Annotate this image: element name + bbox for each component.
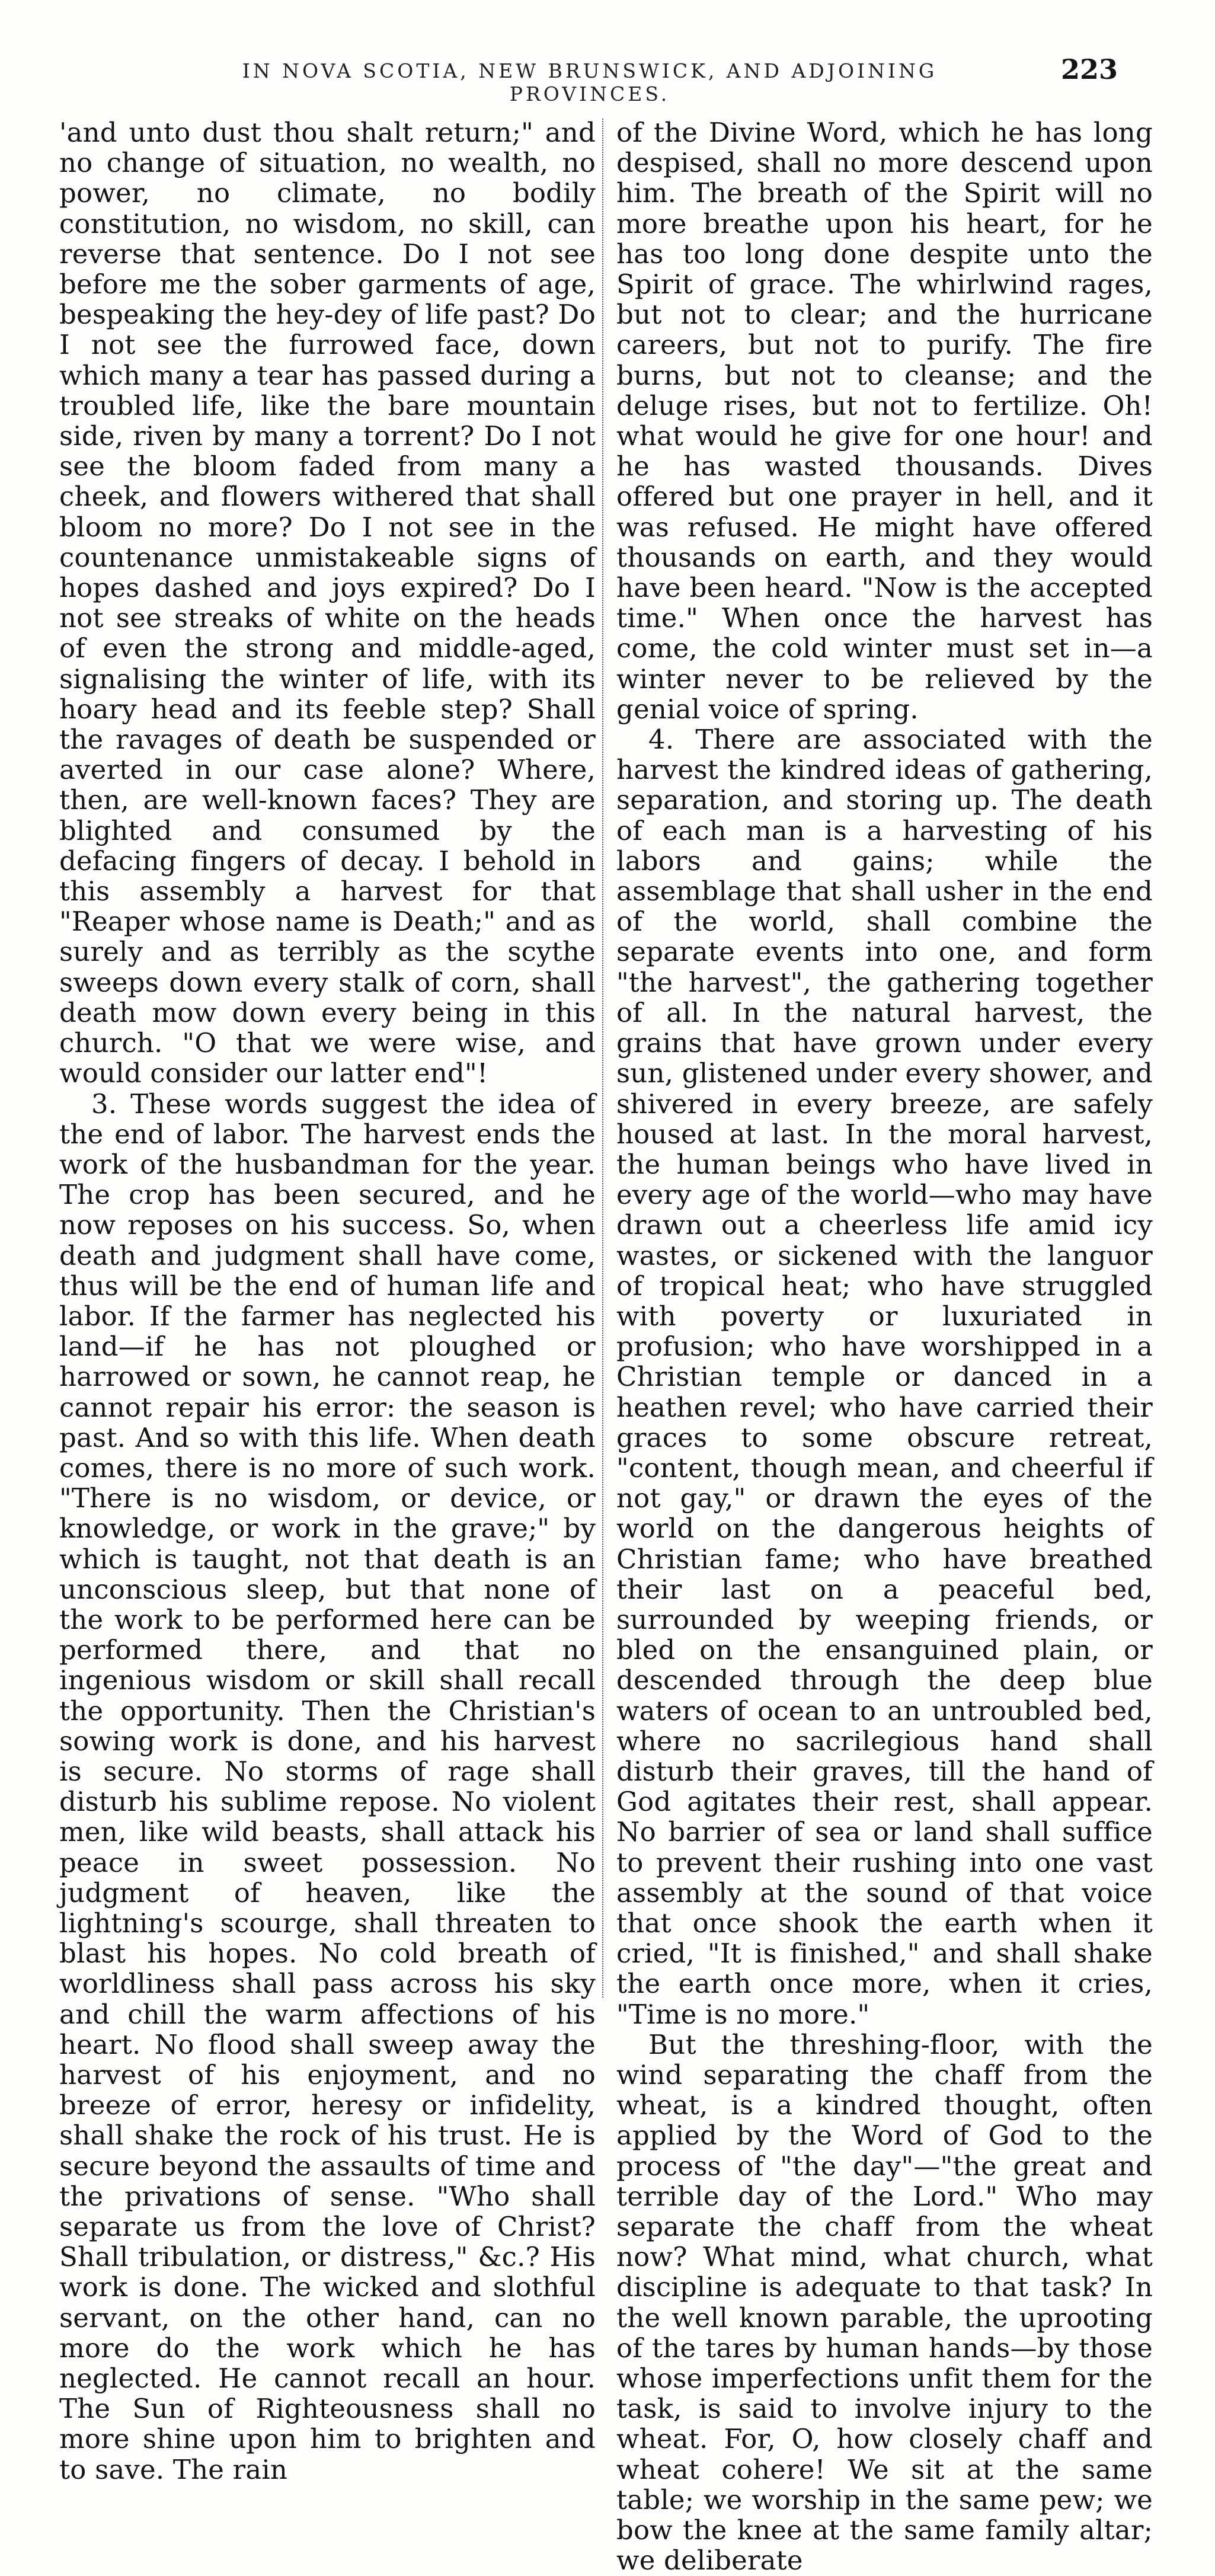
column-divider — [602, 119, 603, 1997]
right-paragraph-3: But the threshing-floor, with the wind separating the chaff from the wheat, is a kindred thought, often applied by the Word of God to the process of "the day"—"the great and terrible day of the Lord." Who may separate the chaff from the wheat now? What mind, what church, what discipline is adequate to that task? In the well known parable, the uprooting of the tares by human hands—by those whose imperfections unfit them for the task, is said to involve injury to the wheat. For, O, how closely chaff and wheat cohere! We sit at the same table; we worship in the same pew; we bow the knee at the same family altar; we deliberate — [616, 2028, 1153, 2576]
right-column — [616, 117, 1153, 2575]
page-number: 223 — [1061, 53, 1118, 85]
running-head: IN NOVA SCOTIA, NEW BRUNSWICK, AND ADJOINING PROVINCES. — [242, 59, 938, 106]
right-paragraph-2: 4. There are associated with the harvest the kindred ideas of gathering, separation, and storing up. The death of each man is a harvesting of his labors and gains; while the assemblage that shall usher in the end of the world, shall combine the separate events into one, and form "the harvest", the gathering together of all. In the natural harvest, the grains that have grown under every sun, glistened under every shower, and shivered in every breeze, are safely housed at last. In the moral harvest, the human beings who have lived in every age of the world—who may have drawn out a cheerless life amid icy wastes, or sickened with the languor of tropical heat; who have struggled with poverty or luxuriated in profusion; who have worshipped in a Christian temple or danced in a heathen revel; who have carried their graces to some obscure retreat, "content, though mean, and cheerful if not gay," or drawn the eyes of the world on the dangerous heights of Christian fame; who have breathed their last on a peaceful bed, surrounded by weeping friends, or bled on the ensanguined plain, or descended through the deep blue waters of ocean to an untroubled bed, where no sacrilegious hand shall disturb their graves, till the hand of God agitates their rest, shall appear. No barrier of sea or land shall suffice to prevent their rushing into one vast assembly at the sound of that voice that once shook the earth when it cried, "It is finished," and shall shake the earth once more, when it cries, "Time is no more." — [616, 724, 1153, 2030]
left-paragraph-2: 3. These words suggest the idea of the end of labor. The harvest ends the work of the husbandman for the year. The crop has been secured, and he now reposes on his success. So, when death and judgment shall have come, thus will be the end of human life and labor. If the farmer has neglected his land—if he has not ploughed or harrowed or sown, he cannot reap, he cannot repair his error: the season is past. And so with this life. When death comes, there is no more of such work. "There is no wisdom, or device, or knowledge, or work in the grave;" by which is taught, not that death is an unconscious sleep, but that none of the work to be performed here can be performed there, and that no ingenious wisdom or skill shall recall the opportunity. Then the Christian's sowing work is done, and his harvest is secure. No storms of rage shall disturb his sublime repose. No violent men, like wild beasts, shall attack his peace in sweet possession. No judgment of heaven, like the lightning's scourge, shall threaten to blast his hopes. No cold breath of worldliness shall pass across his sky and chill the warm affections of his heart. No flood shall sweep away the harvest of his enjoyment, and no breeze of error, heresy or infidelity, shall shake the rock of his trust. He is secure beyond the assaults of time and the privations of sense. "Who shall separate us from the love of Christ? Shall tribulation, or distress," &c.? His work is done. The wicked and slothful servant, on the other hand, can no more do the work which he has neglected. He cannot recall an hour. The Sun of Righteousness shall no more shine upon him to brighten and to save. The rain — [59, 1088, 596, 2485]
left-paragraph-1: 'and unto dust thou shalt return;" and no change of situation, no wealth, no power, no climate, no bodily constitution, no wisdom, no skill, can reverse that sentence. Do I not see before me the sober garments of age, bespeaking the hey-dey of life past? Do I not see the furrowed face, down which many a tear has passed during a troubled life, like the bare mountain side, riven by many a torrent? Do I not see the bloom faded from many a cheek, and flowers withered that shall bloom no more? Do I not see in the countenance unmistakeable signs of hopes dashed and joys expired? Do I not see streaks of white on the heads of even the strong and middle-aged, signalising the winter of life, with its hoary head and its feeble step? Shall the ravages of death be suspended or averted in our case alone? Where, then, are well-known faces? They are blighted and consumed by the defacing fingers of decay. I behold in this assembly a harvest for that "Reaper whose name is Death;" and as surely and as terribly as the scythe sweeps down every stalk of corn, shall death mow down every being in this church. "O that we were wise, and would consider our latter end"! — [59, 117, 596, 1089]
right-paragraph-1: of the Divine Word, which he has long despised, shall no more descend upon him. The breath of the Spirit will no more breathe upon his heart, for he has too long done despite unto the Spirit of grace. The whirlwind rages, but not to clear; and the hurricane careers, but not to purify. The fire burns, but not to cleanse; and the deluge rises, but not to fertilize. Oh! what would he give for one hour! and he has wasted thousands. Dives offered but one prayer in hell, and it was refused. He might have offered thousands on earth, and they would have been heard. "Now is the accepted time." When once the harvest has come, the cold winter must set in—a winter never to be relieved by the genial voice of spring. — [616, 117, 1153, 725]
left-column — [59, 117, 596, 2485]
